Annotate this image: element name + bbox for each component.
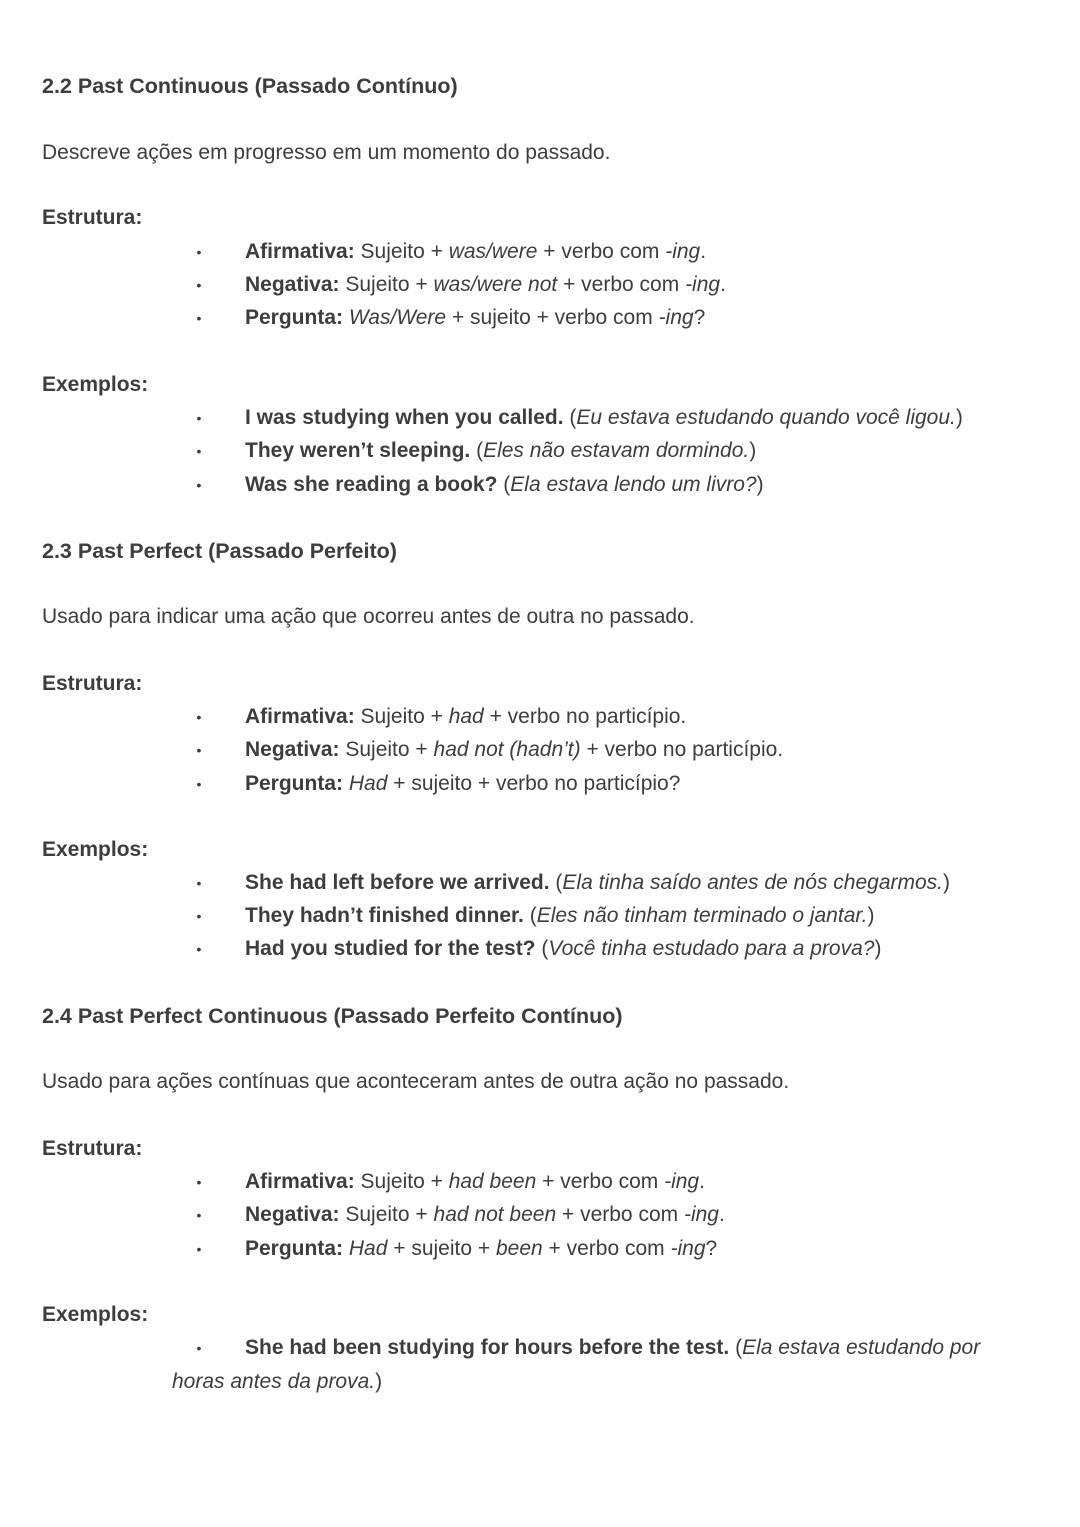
structure-item-question: Pergunta: Had + sujeito + verbo no particípio?: [245, 772, 681, 795]
bullet-icon: •: [196, 443, 202, 459]
section-description: Usado para indicar uma ação que ocorreu antes de outra no passado.: [42, 605, 695, 628]
section-description: Descreve ações em progresso em um momento do passado.: [42, 141, 611, 164]
bullet-icon: •: [196, 410, 202, 426]
bullet-icon: •: [196, 908, 202, 924]
structure-item-affirmative: Afirmativa: Sujeito + had been + verbo com -ing.: [245, 1170, 705, 1193]
bullet-icon: •: [196, 1340, 202, 1356]
bullet-icon: •: [196, 709, 202, 725]
bullet-icon: •: [196, 776, 202, 792]
example-item: She had been studying for hours before the test. (Ela estava estudando por: [245, 1336, 981, 1359]
section-description: Usado para ações contínuas que aconteceram antes de outra ação no passado.: [42, 1070, 790, 1093]
examples-label: Exemplos:: [42, 1303, 149, 1326]
examples-label: Exemplos:: [42, 373, 149, 396]
bullet-icon: •: [196, 244, 202, 260]
bullet-icon: •: [196, 277, 202, 293]
example-item: Was she reading a book? (Ela estava lendo um livro?): [245, 473, 764, 496]
structure-label: Estrutura:: [42, 672, 143, 695]
structure-label: Estrutura:: [42, 1137, 143, 1160]
bullet-icon: •: [196, 941, 202, 957]
structure-item-question: Pergunta: Was/Were + sujeito + verbo com -ing?: [245, 306, 706, 329]
bullet-icon: •: [196, 477, 202, 493]
example-item: Had you studied for the test? (Você tinha estudado para a prova?): [245, 937, 882, 960]
structure-item-affirmative: Afirmativa: Sujeito + had + verbo no particípio.: [245, 705, 687, 728]
bullet-icon: •: [196, 1174, 202, 1190]
bullet-icon: •: [196, 1207, 202, 1223]
example-item: They weren’t sleeping. (Eles não estavam dormindo.): [245, 439, 757, 462]
example-item: They hadn’t finished dinner. (Eles não tinham terminado o jantar.): [245, 904, 875, 927]
structure-item-question: Pergunta: Had + sujeito + been + verbo com -ing?: [245, 1237, 718, 1260]
section-heading-past-continuous: 2.2 Past Continuous (Passado Contínuo): [42, 74, 458, 98]
structure-item-negative: Negativa: Sujeito + had not (hadn’t) + verbo no particípio.: [245, 738, 784, 761]
structure-item-negative: Negativa: Sujeito + had not been + verbo com -ing.: [245, 1203, 725, 1226]
section-heading-past-perfect-continuous: 2.4 Past Perfect Continuous (Passado Perfeito Contínuo): [42, 1004, 623, 1028]
bullet-icon: •: [196, 310, 202, 326]
bullet-icon: •: [196, 875, 202, 891]
structure-item-affirmative: Afirmativa: Sujeito + was/were + verbo com -ing.: [245, 240, 707, 263]
example-item-continuation: horas antes da prova.): [172, 1370, 383, 1393]
bullet-icon: •: [196, 742, 202, 758]
example-item: I was studying when you called. (Eu estava estudando quando você ligou.): [245, 406, 963, 429]
structure-item-negative: Negativa: Sujeito + was/were not + verbo com -ing.: [245, 273, 726, 296]
examples-label: Exemplos:: [42, 838, 149, 861]
section-heading-past-perfect: 2.3 Past Perfect (Passado Perfeito): [42, 539, 397, 563]
bullet-icon: •: [196, 1241, 202, 1257]
structure-label: Estrutura:: [42, 206, 143, 229]
example-item: She had left before we arrived. (Ela tinha saído antes de nós chegarmos.): [245, 871, 950, 894]
